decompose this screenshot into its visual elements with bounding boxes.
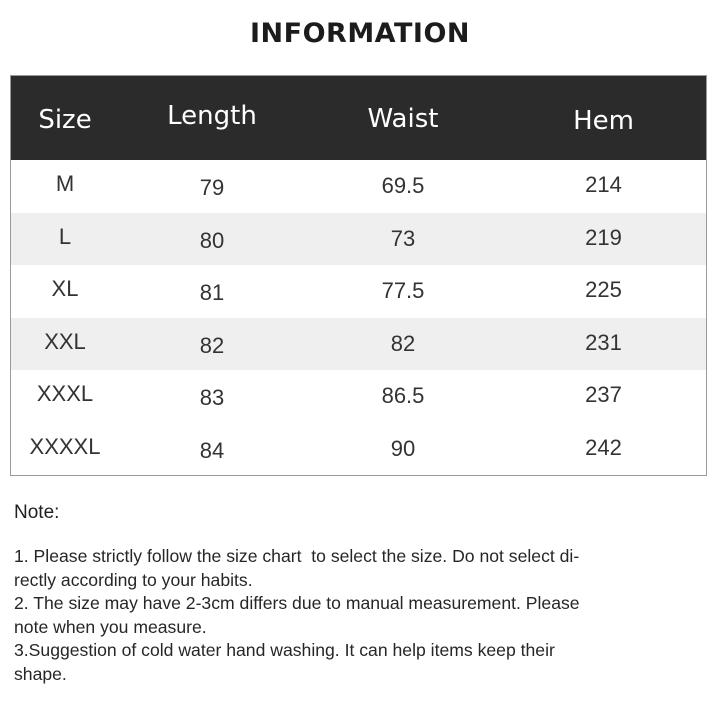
table-row xyxy=(11,213,706,266)
note-line: rectly according to your habits. xyxy=(14,569,253,590)
header-hem: Hem xyxy=(573,106,634,136)
cell-hem: 225 xyxy=(585,277,622,303)
cell-waist: 90 xyxy=(390,435,416,461)
cell-length: 82 xyxy=(199,332,225,358)
cell-size: L xyxy=(58,223,72,249)
header-length: Length xyxy=(167,101,257,131)
cell-waist: 86.5 xyxy=(381,383,425,409)
table-row xyxy=(11,318,706,371)
cell-size: XXL xyxy=(44,328,86,354)
cell-size: XL xyxy=(51,276,79,302)
cell-length: 84 xyxy=(199,437,225,463)
note-line: 1. Please strictly follow the size chart to select the size. Do not select di- xyxy=(14,546,580,566)
size-chart-table xyxy=(10,75,707,476)
table-header-row xyxy=(11,76,706,160)
cell-length: 79 xyxy=(199,175,225,201)
table-row xyxy=(11,370,706,423)
cell-hem: 214 xyxy=(585,172,622,198)
cell-size: M xyxy=(55,171,75,197)
cell-hem: 219 xyxy=(585,224,622,250)
note-heading: Note: xyxy=(14,502,60,523)
note-text xyxy=(14,545,674,686)
table-row xyxy=(11,423,706,476)
header-size: Size xyxy=(38,105,92,135)
cell-waist: 77.5 xyxy=(381,278,425,304)
cell-size: XXXXL xyxy=(29,433,101,459)
table-row xyxy=(11,160,706,213)
cell-hem: 242 xyxy=(585,434,622,460)
note-line: shape. xyxy=(14,663,67,684)
table-row xyxy=(11,265,706,318)
header-waist: Waist xyxy=(367,104,439,134)
cell-hem: 231 xyxy=(585,329,622,355)
cell-waist: 73 xyxy=(390,225,416,251)
cell-hem: 237 xyxy=(585,382,622,408)
cell-waist: 82 xyxy=(390,330,416,356)
cell-length: 83 xyxy=(199,385,225,411)
cell-size: XXXL xyxy=(36,381,94,407)
cell-length: 81 xyxy=(199,280,225,306)
cell-length: 80 xyxy=(199,227,225,253)
page-title: INFORMATION xyxy=(249,18,470,49)
note-line: 3.Suggestion of cold water hand washing. It can help items keep their xyxy=(14,640,555,660)
note-line: 2. The size may have 2-3cm differs due to manual measurement. Please xyxy=(14,593,580,613)
note-line: note when you measure. xyxy=(14,616,207,637)
cell-waist: 69.5 xyxy=(381,173,425,199)
